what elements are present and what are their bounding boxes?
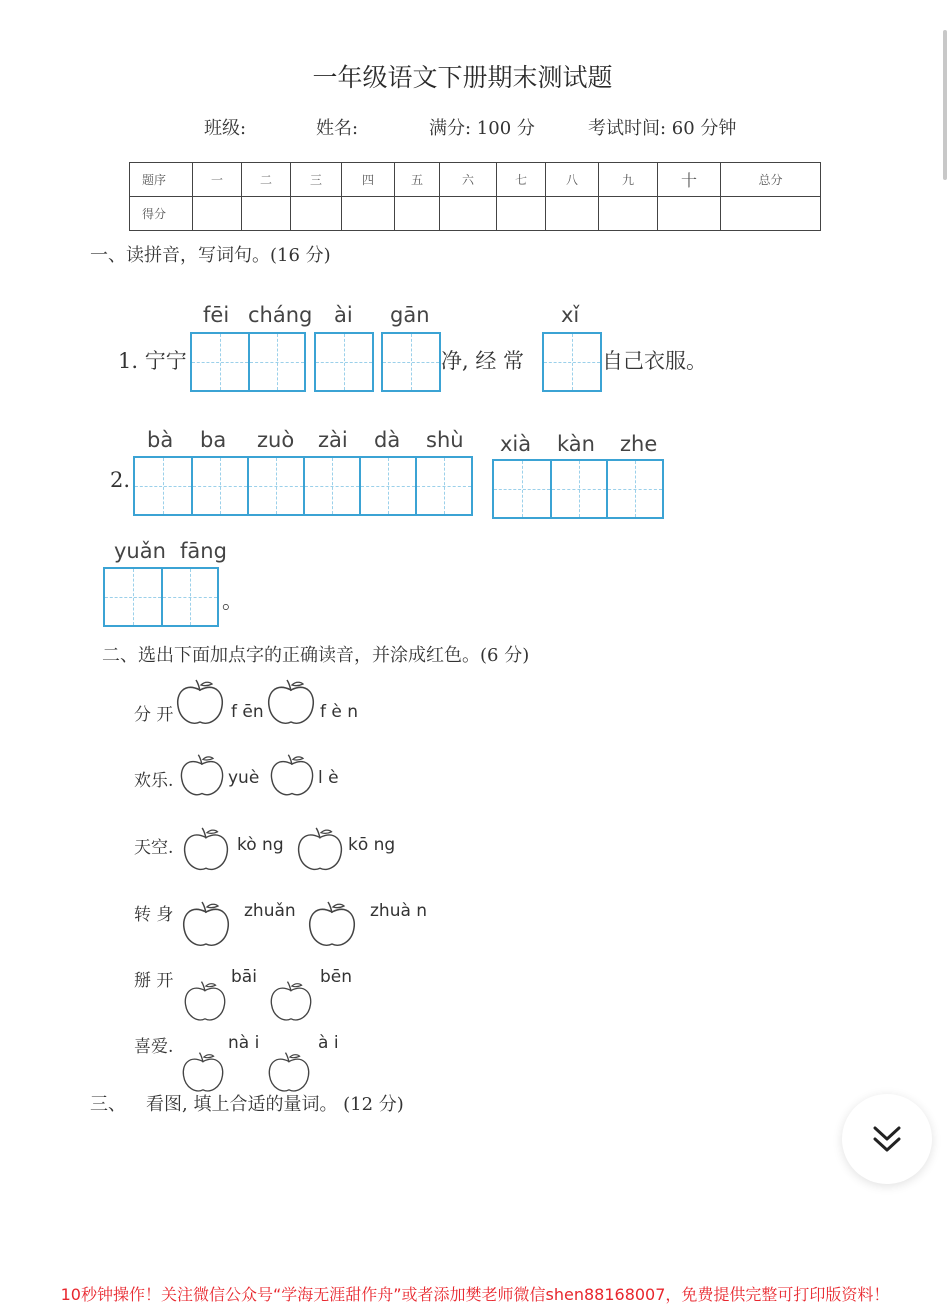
grid-cell[interactable] (248, 334, 304, 390)
pinyin: ba (200, 428, 227, 452)
section1-heading: 一、读拼音，写词句。(16 分) (90, 245, 331, 266)
option-pinyin: zhuǎn (244, 901, 296, 921)
pinyin: zuò (257, 428, 295, 452)
apple-outline-icon[interactable] (182, 978, 228, 1026)
apple-outline-icon[interactable] (174, 678, 226, 728)
table-col: 一 (193, 163, 242, 197)
option-pinyin: nà i (228, 1033, 260, 1053)
table-col: 二 (242, 163, 291, 197)
double-chevron-down-icon (870, 1122, 904, 1156)
apple-outline-icon[interactable] (176, 900, 236, 950)
grid-cell[interactable] (359, 458, 415, 514)
scroll-down-button[interactable] (842, 1094, 932, 1184)
section3-number: 三、 (90, 1094, 126, 1115)
pinyin: dà (374, 428, 401, 452)
table-col: 三 (291, 163, 342, 197)
grid-cell[interactable] (544, 334, 600, 390)
table-col: 六 (440, 163, 497, 197)
grid-cell[interactable] (247, 458, 303, 514)
option-pinyin: kò ng (237, 835, 284, 855)
pinyin: ài (334, 303, 353, 327)
word: 天空. (134, 838, 174, 858)
grid-cell[interactable] (494, 461, 550, 517)
table-cell (721, 197, 821, 231)
apple-outline-icon[interactable] (268, 752, 316, 800)
page-title: 一年级语文下册期末测试题 (312, 63, 613, 92)
option-pinyin: zhuà n (370, 901, 428, 921)
pinyin: shù (426, 428, 464, 452)
apple-outline-icon[interactable] (268, 978, 314, 1026)
apple-outline-icon[interactable] (302, 900, 362, 950)
option-pinyin: yuè (228, 768, 260, 788)
apple-outline-icon[interactable] (265, 678, 317, 728)
page-scrollbar[interactable] (943, 30, 947, 180)
table-cell (497, 197, 546, 231)
q2-number: 2. (110, 468, 131, 492)
q1-end-text: 自己衣服。 (602, 349, 707, 373)
pinyin: xǐ (561, 303, 580, 327)
word: 分 开 (134, 705, 174, 725)
grid-cell[interactable] (606, 461, 662, 517)
pinyin: yuǎn (114, 539, 166, 563)
writing-grid[interactable] (492, 459, 664, 519)
writing-grid[interactable] (314, 332, 374, 392)
table-col: 十 (658, 163, 721, 197)
apple-outline-icon[interactable] (178, 826, 234, 874)
class-label: 班级: (204, 118, 247, 139)
score-table-row-score (130, 197, 821, 231)
option-pinyin: bāi (231, 967, 257, 987)
table-col: 七 (497, 163, 546, 197)
pinyin: fēi (203, 303, 230, 327)
option-pinyin: kō ng (348, 835, 396, 855)
option-pinyin: f ēn (231, 702, 264, 722)
word: 掰 开 (134, 971, 174, 991)
section2-heading: 二、选出下面加点字的正确读音，并涂成红色。(6 分) (102, 645, 530, 666)
table-col: 九 (599, 163, 658, 197)
option-pinyin: à i (318, 1033, 339, 1053)
pinyin: kàn (557, 432, 595, 456)
table-cell (193, 197, 242, 231)
full-score: 满分: 100 分 (429, 118, 535, 139)
grid-cell[interactable] (192, 334, 248, 390)
pinyin: zhe (620, 432, 658, 456)
table-col: 五 (395, 163, 440, 197)
writing-grid[interactable] (133, 456, 473, 516)
q1-middle-text: 净, 经 常 (441, 349, 525, 373)
apple-outline-icon[interactable] (292, 826, 348, 874)
pinyin: cháng (248, 303, 313, 327)
table-col: 八 (546, 163, 599, 197)
name-label: 姓名: (316, 118, 359, 139)
word: 转 身 (134, 905, 174, 925)
table-cell (440, 197, 497, 231)
exam-time: 考试时间: 60 分钟 (588, 118, 737, 139)
pinyin: bà (147, 428, 174, 452)
grid-cell[interactable] (135, 458, 191, 514)
grid-cell[interactable] (316, 334, 372, 390)
grid-cell[interactable] (105, 569, 161, 625)
table-cell (342, 197, 395, 231)
section3-heading: 看图, 填上合适的量词。 (12 分) (146, 1094, 404, 1115)
q1-number: 1. 宁宁 (118, 349, 187, 373)
table-cell (395, 197, 440, 231)
grid-cell[interactable] (550, 461, 606, 517)
grid-cell[interactable] (415, 458, 471, 514)
table-col: 四 (342, 163, 395, 197)
word: 喜爱. (134, 1037, 174, 1057)
promo-footer[interactable]: 10秒钟操作！关注微信公众号“学海无涯甜作舟”或者添加樊老师微信shen88168007，免费提供完整可打印版资料！ (60, 1285, 890, 1304)
table-cell (546, 197, 599, 231)
score-table (129, 162, 821, 231)
table-cell (291, 197, 342, 231)
writing-grid[interactable] (381, 332, 441, 392)
grid-cell[interactable] (383, 334, 439, 390)
score-table-row-sequence (130, 163, 821, 197)
pinyin: xià (500, 432, 532, 456)
table-cell (242, 197, 291, 231)
pinyin: gān (390, 303, 430, 327)
grid-cell[interactable] (303, 458, 359, 514)
grid-cell[interactable] (161, 569, 217, 625)
writing-grid[interactable] (190, 332, 306, 392)
word: 欢乐. (134, 771, 174, 791)
pinyin: fāng (180, 539, 227, 563)
table-cell (658, 197, 721, 231)
q2-end-mark: 。 (222, 589, 243, 613)
option-pinyin: f è n (320, 702, 359, 722)
grid-cell[interactable] (191, 458, 247, 514)
table-header-score: 得分 (130, 197, 193, 231)
table-col-total: 总分 (721, 163, 821, 197)
pinyin: zài (318, 428, 348, 452)
writing-grid[interactable] (542, 332, 602, 392)
table-header-sequence: 题序 (130, 163, 193, 197)
table-cell (599, 197, 658, 231)
writing-grid[interactable] (103, 567, 219, 627)
apple-outline-icon[interactable] (178, 752, 226, 800)
option-pinyin: l è (318, 768, 339, 788)
option-pinyin: bēn (320, 967, 353, 987)
